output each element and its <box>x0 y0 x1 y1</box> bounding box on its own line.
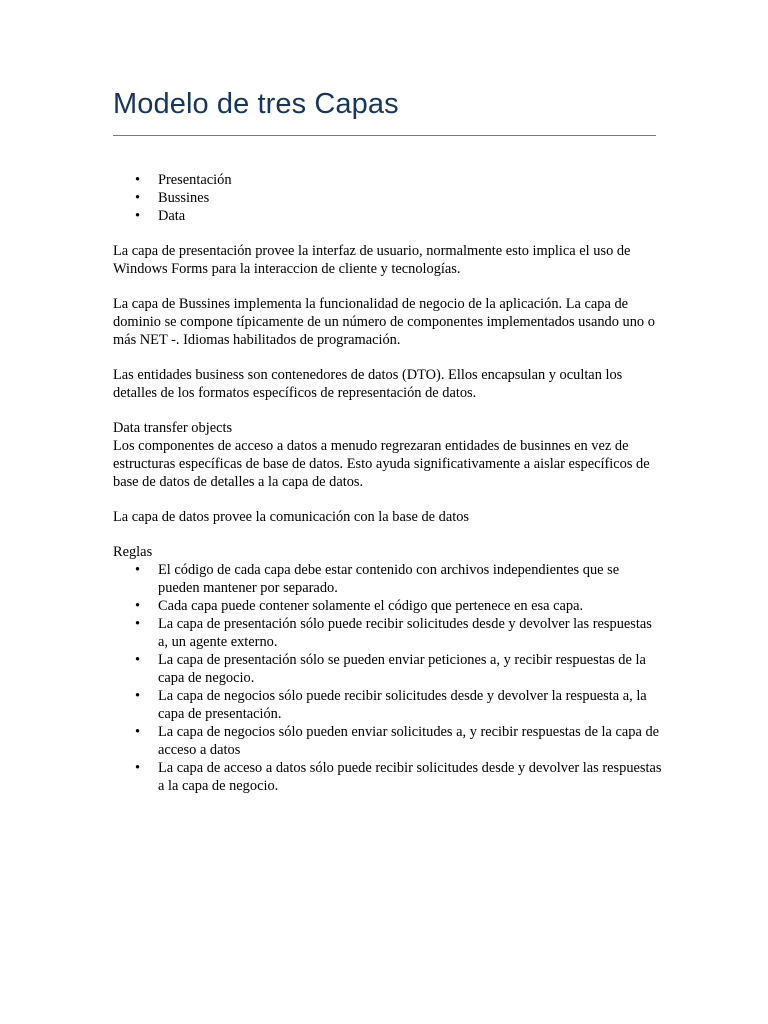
bullet-icon: • <box>135 760 141 776</box>
bullet-icon: • <box>135 190 141 206</box>
list-item-text: La capa de negocios sólo puede recibir solicitudes desde y devolver la respuesta a, la capa de presentación. <box>158 688 647 722</box>
bullet-icon: • <box>135 208 141 224</box>
list-item-text: La capa de presentación sólo se pueden enviar peticiones a, y recibir respuestas de la capa de negocio. <box>158 652 646 686</box>
rules-heading: Reglas <box>113 544 153 560</box>
list-item-text: Bussines <box>158 190 210 206</box>
list-item-text: Presentación <box>158 172 232 188</box>
list-item <box>113 597 663 615</box>
document-title: Modelo de tres Capas <box>113 88 399 120</box>
layers-list <box>113 171 663 225</box>
bullet-icon: • <box>135 688 141 704</box>
bullet-icon: • <box>135 724 141 740</box>
list-item <box>113 615 663 651</box>
list-item-text: La capa de negocios sólo pueden enviar solicitudes a, y recibir respuestas de la capa de acceso a datos <box>158 724 660 758</box>
rules-list <box>113 561 663 795</box>
bullet-icon: • <box>135 616 141 632</box>
list-item <box>113 759 663 795</box>
list-item <box>113 687 663 723</box>
list-item-text: La capa de presentación sólo puede recibir solicitudes desde y devolver las respuestas a, un agente externo. <box>158 616 652 650</box>
list-item-text: Data <box>158 208 186 224</box>
bullet-icon: • <box>135 652 141 668</box>
paragraph-entities: Las entidades business son contenedores de datos (DTO). Ellos encapsulan y ocultan los detalles de los formatos específicos de representación de datos. <box>113 367 623 401</box>
paragraph-business: La capa de Bussines implementa la funcionalidad de negocio de la aplicación. La capa de dominio se compone típicamente de un número de componentes implementados usando uno o más NET -. Idiomas habilitados de programación. <box>113 296 655 348</box>
paragraph-presentation: La capa de presentación provee la interfaz de usuario, normalmente esto implica el uso de Windows Forms para la interaccion de cliente y tecnologías. <box>113 243 631 277</box>
list-item <box>113 171 663 189</box>
list-item <box>113 189 663 207</box>
document-body <box>113 171 663 795</box>
list-item <box>113 561 663 597</box>
list-item-text: Cada capa puede contener solamente el código que pertenece en esa capa. <box>158 598 584 614</box>
list-item <box>113 651 663 687</box>
bullet-icon: • <box>135 172 141 188</box>
list-item <box>113 207 663 225</box>
list-item-text: El código de cada capa debe estar contenido con archivos independientes que se pueden mantener por separado. <box>158 562 620 596</box>
bullet-icon: • <box>135 562 141 578</box>
list-item <box>113 723 663 759</box>
list-item-text: La capa de acceso a datos sólo puede recibir solicitudes desde y devolver las respuestas a la capa de negocio. <box>158 760 662 794</box>
title-underline <box>113 135 656 136</box>
paragraph-data: La capa de datos provee la comunicación con la base de datos <box>113 509 470 525</box>
paragraph-dto: Los componentes de acceso a datos a menudo regrezaran entidades de businnes en vez de estructuras específicas de base de datos. Esto ayuda significativamente a aislar específicos de base de datos de detalles a la capa de datos. <box>113 438 650 490</box>
dto-heading: Data transfer objects <box>113 420 233 436</box>
bullet-icon: • <box>135 598 141 614</box>
